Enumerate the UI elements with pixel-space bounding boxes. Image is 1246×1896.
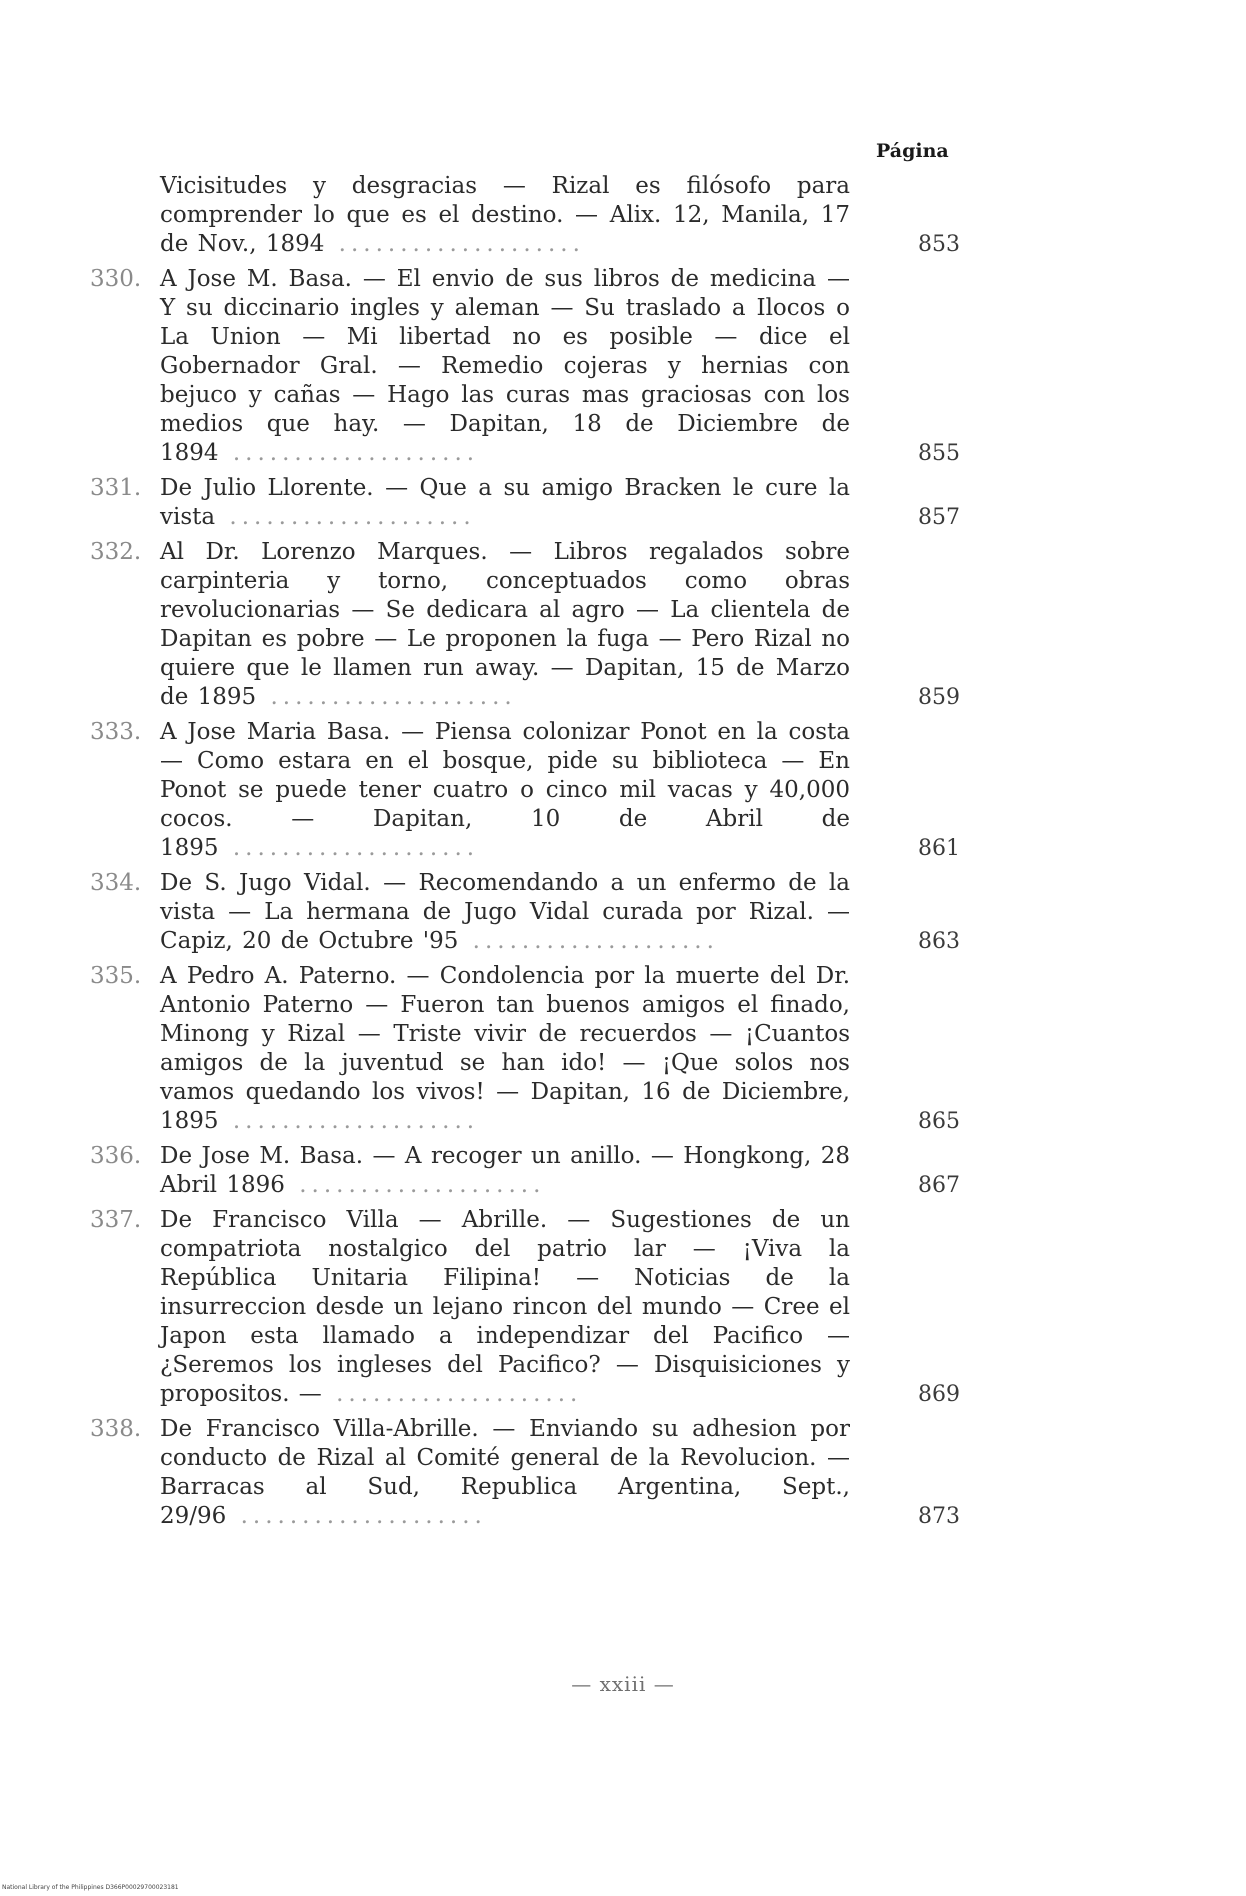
leader-dots: .................... (218, 440, 480, 466)
toc-entry (90, 1415, 960, 1531)
leader-dots: .................... (324, 231, 585, 257)
toc-entry (90, 265, 960, 468)
page-column-heading: Página (876, 140, 949, 162)
entry-number: 336. (90, 1143, 142, 1169)
entry-number: 331. (90, 475, 142, 501)
leader-dots: .................... (218, 1108, 480, 1134)
entry-number: 338. (90, 1416, 142, 1442)
entry-description: De S. Jugo Vidal. — Recomendando a un enfermo de la vista — La hermana de Jugo Vidal curada por Rizal. — Capiz, 20 de Octubre '95 .................... (160, 870, 850, 954)
toc-entry (90, 172, 960, 259)
toc-entry (90, 718, 960, 863)
toc-entry (90, 1206, 960, 1409)
leader-dots: .................... (321, 1381, 583, 1407)
toc-entry (90, 1142, 960, 1200)
scan-credit: National Library of the Philippines D366P00029700023181 (2, 1884, 179, 1891)
entry-description: De Francisco Villa-Abrille. — Enviando su adhesion por conducto de Rizal al Comité general de la Revolucion. — Barracas al Sud, Republica Argentina, Sept., 29/96 .................... (160, 1416, 850, 1529)
toc-entry (90, 538, 960, 712)
entry-number: 334. (90, 870, 142, 896)
entry-description: Vicisitudes y desgracias — Rizal es filósofo para comprender lo que es el destino. — Alix. 12, Manila, 17 de Nov., 1894 .................... (160, 173, 850, 257)
entry-page-number: 857 (918, 505, 960, 530)
leader-dots: .................... (215, 504, 476, 530)
leader-dots: .................... (458, 928, 719, 954)
toc-entry (90, 962, 960, 1136)
entry-number: 333. (90, 719, 142, 745)
entry-description: A Jose M. Basa. — El envio de sus libros de medicina — Y su diccinario ingles y aleman — Su traslado a Ilocos o La Union — Mi libertad no es posible — dice el Gobernador Gral. — Remedio cojeras y hernias con bejuco y cañas — Hago las curas mas graciosas con los medios que hay. — Dapitan, 18 de Diciembre de 1894 .................... (160, 266, 850, 466)
entry-number: 337. (90, 1207, 142, 1233)
entry-number: 332. (90, 539, 142, 565)
entry-page-number: 859 (918, 685, 960, 710)
entry-number: 330. (90, 266, 142, 292)
entry-page-number: 853 (918, 232, 960, 257)
table-of-contents (90, 172, 960, 1537)
entry-page-number: 867 (918, 1173, 960, 1198)
page-folio: — xxiii — (571, 1672, 675, 1696)
entry-page-number: 873 (918, 1504, 960, 1529)
entry-page-number: 861 (918, 836, 960, 861)
leader-dots: .................... (284, 1172, 546, 1198)
entry-page-number: 855 (918, 441, 960, 466)
entry-description: A Pedro A. Paterno. — Condolencia por la muerte del Dr. Antonio Paterno — Fueron tan buenos amigos el finado, Minong y Rizal — Triste vivir de recuerdos — ¡Cuantos amigos de la juventud se han ido! — ¡Que solos nos vamos quedando los vivos! — Dapitan, 16 de Diciembre, 1895 .................... (160, 963, 850, 1134)
toc-entry (90, 474, 960, 532)
leader-dots: .................... (256, 684, 517, 710)
entry-description: De Francisco Villa — Abrille. — Sugestiones de un compatriota nostalgico del patrio lar — ¡Viva la República Unitaria Filipina! — Noticias de la insurreccion desde un lejano rincon del mundo — Cree el Japon esta llamado a independizar del Pacifico — ¿Seremos los ingleses del Pacifico? — Disquisiciones y propositos. — .................... (160, 1207, 850, 1407)
entry-description: De Jose M. Basa. — A recoger un anillo. — Hongkong, 28 Abril 1896 .................... (160, 1143, 850, 1198)
leader-dots: .................... (218, 835, 480, 861)
entry-description: Al Dr. Lorenzo Marques. — Libros regalados sobre carpinteria y torno, conceptuados como obras revolucionarias — Se dedicara al agro — La clientela de Dapitan es pobre — Le proponen la fuga — Pero Rizal no quiere que le llamen run away. — Dapitan, 15 de Marzo de 1895 .................... (160, 539, 850, 710)
entry-page-number: 863 (918, 929, 960, 954)
leader-dots: .................... (226, 1503, 487, 1529)
entry-number: 335. (90, 963, 142, 989)
entry-page-number: 865 (918, 1109, 960, 1134)
toc-entry (90, 869, 960, 956)
entry-description: A Jose Maria Basa. — Piensa colonizar Ponot en la costa — Como estara en el bosque, pide su biblioteca — En Ponot se puede tener cuatro o cinco mil vacas y 40,000 cocos. — Dapitan, 10 de Abril de 1895 .................... (160, 719, 850, 861)
entry-page-number: 869 (918, 1382, 960, 1407)
entry-description: De Julio Llorente. — Que a su amigo Bracken le cure la vista .................... (160, 475, 850, 530)
